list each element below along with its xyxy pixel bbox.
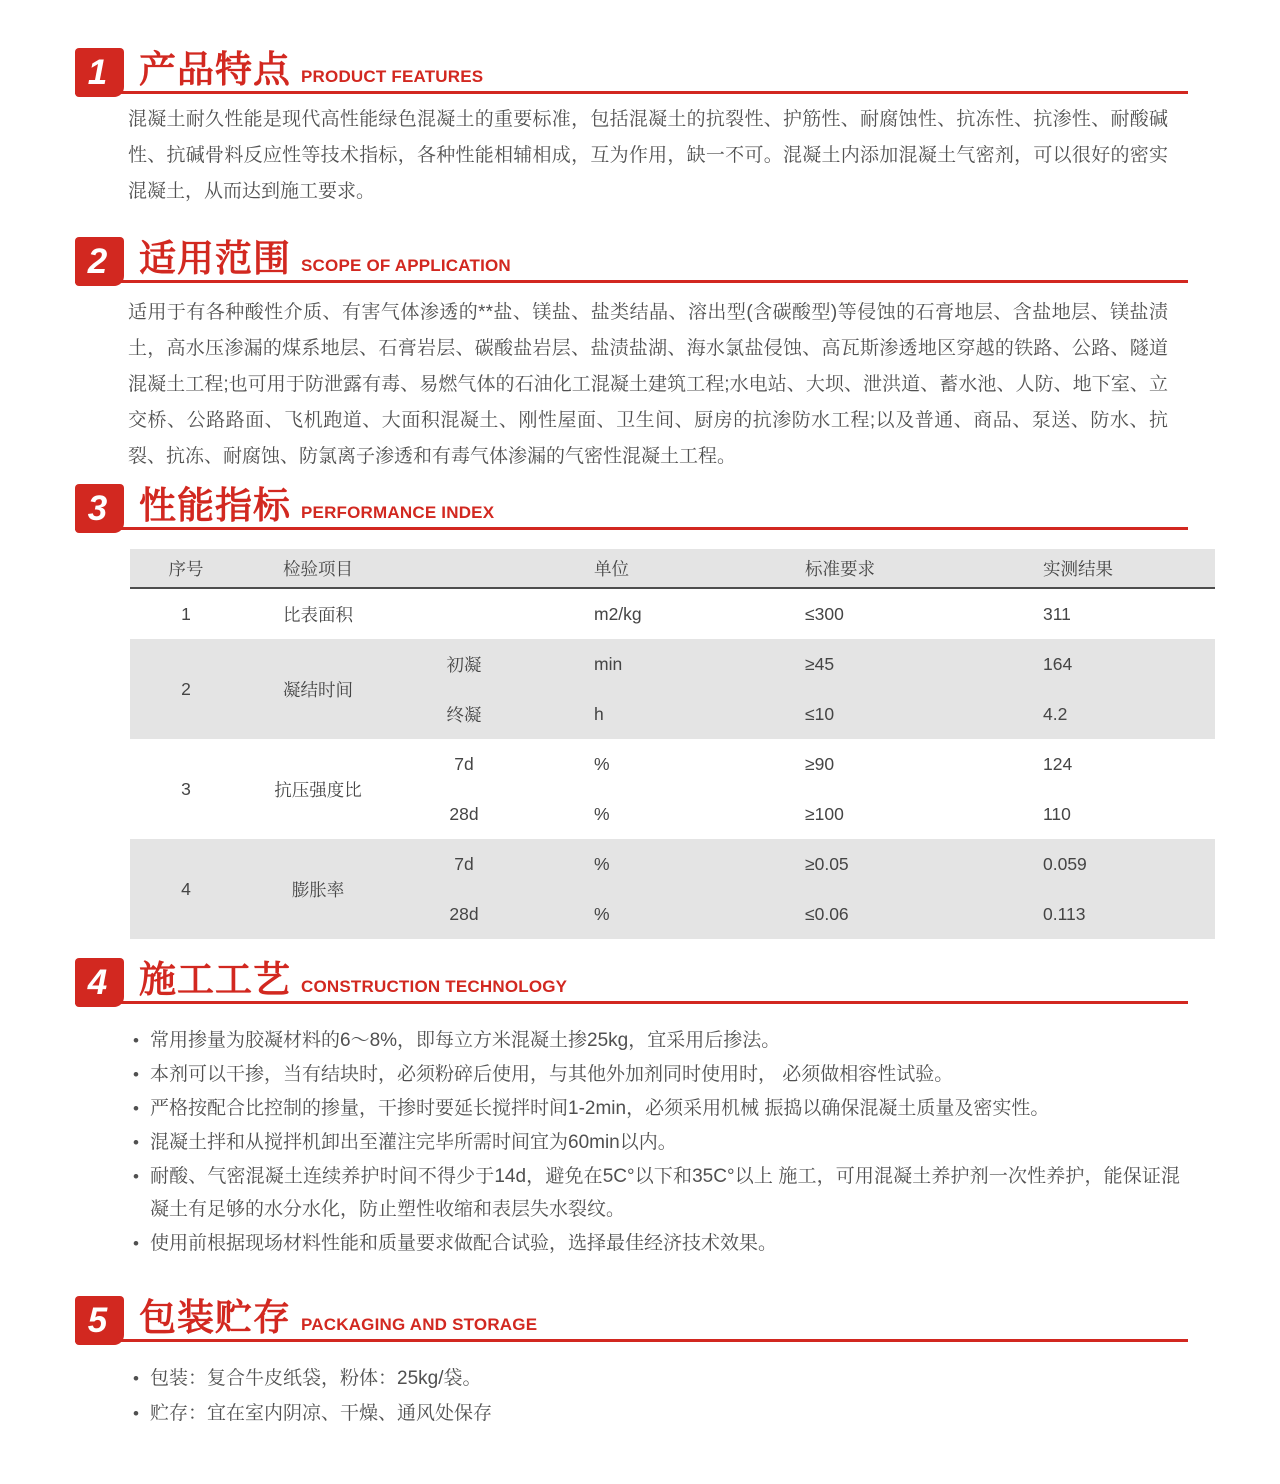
section-1-paragraph: 混凝土耐久性能是现代高性能绿色混凝土的重要标准，包括混凝土的抗裂性、护筋性、耐腐蚀性、抗冻性、抗渗性、耐酸碱性、抗碱骨料反应性等技术指标，各种性能相辅相成，互为作用，缺一不可。混凝土内添加混凝土气密剂，可以很好的密实混凝土，从而达到施工要求。 xyxy=(128,109,1168,202)
section-3-number-badge: 3 xyxy=(75,484,124,533)
section-2-title-zh: 适用范围 xyxy=(139,238,291,279)
table-header-sub xyxy=(394,549,534,587)
section-5-header xyxy=(75,1296,1188,1342)
section-5-title-en: PACKAGING AND STORAGE xyxy=(301,1315,538,1334)
section-4-title-en: CONSTRUCTION TECHNOLOGY xyxy=(301,977,568,996)
performance-table xyxy=(130,549,1215,939)
list-item: • 耐酸、气密混凝土连续养护时间不得少于14d，避免在5C°以下和35C°以上 施工，可用混凝土养护剂一次性养护，能保证混凝土有足够的水分水化，防止塑性收缩和表层失水裂纹。 xyxy=(132,1160,1180,1226)
section-5-number-badge: 5 xyxy=(75,1296,124,1345)
table-header-no: 序号 xyxy=(168,558,204,579)
row-no: 4 xyxy=(181,878,191,899)
list-item: • 混凝土拌和从搅拌机卸出至灌注完毕所需时间宜为60min以内。 xyxy=(132,1126,1180,1159)
section-2-title-en: SCOPE OF APPLICATION xyxy=(301,256,511,275)
row-item: 抗压强度比 xyxy=(274,779,362,800)
row-unit: % xyxy=(594,903,610,924)
row-item: 膨胀率 xyxy=(291,879,345,900)
section-3-title-zh: 性能指标 xyxy=(139,485,291,526)
row-unit: % xyxy=(594,753,610,774)
table-header-result: 实测结果 xyxy=(1043,558,1113,579)
row-sub: 28d xyxy=(449,803,479,824)
table-header-item: 检验项目 xyxy=(283,558,353,579)
list-item: • 严格按配合比控制的掺量，干掺时要延长搅拌时间1-2min，必须采用机械 振捣以确保混凝土质量及密实性。 xyxy=(132,1092,1180,1125)
section-1-title-en: PRODUCT FEATURES xyxy=(301,67,484,86)
list-item: • 本剂可以干掺，当有结块时，必须粉碎后使用，与其他外加剂同时使用时， 必须做相容性试验。 xyxy=(132,1058,1180,1091)
section-3-header xyxy=(75,484,1188,530)
table-header-std: 标准要求 xyxy=(805,558,875,579)
section-4-number-badge: 4 xyxy=(75,958,124,1007)
row-item: 凝结时间 xyxy=(283,679,353,700)
table-row xyxy=(130,839,1215,939)
row-result: 124 xyxy=(1043,753,1073,774)
row-std: ≤0.06 xyxy=(805,903,849,924)
section-2-number-badge: 2 xyxy=(75,237,124,286)
list-item: • 常用掺量为胶凝材料的6～8%，即每立方米混凝土掺25kg，宜采用后掺法。 xyxy=(132,1024,1180,1057)
row-result: 0.059 xyxy=(1043,853,1087,874)
list-item: • 贮存：宜在室内阴凉、干燥、通风处保存 xyxy=(132,1397,1180,1431)
section-5-title-zh: 包装贮存 xyxy=(139,1297,291,1338)
row-unit: % xyxy=(594,853,610,874)
table-header-unit: 单位 xyxy=(594,558,629,579)
section-3-title-en: PERFORMANCE INDEX xyxy=(301,503,495,522)
table-header-row xyxy=(130,549,1215,589)
section-product-features xyxy=(0,48,1280,210)
row-result: 4.2 xyxy=(1043,703,1068,724)
row-result: 110 xyxy=(1043,803,1071,824)
section-1-number-badge: 1 xyxy=(75,48,124,97)
row-sub: 初凝 xyxy=(446,654,482,675)
list-item: • 包装：复合牛皮纸袋，粉体：25kg/袋。 xyxy=(132,1362,1180,1396)
row-item: 比表面积 xyxy=(283,604,353,625)
row-std: ≥45 xyxy=(805,653,835,674)
packaging-bullet-list xyxy=(132,1362,1180,1431)
row-sub: 终凝 xyxy=(446,704,482,725)
section-4-header xyxy=(75,958,1188,1004)
table-row xyxy=(130,739,1215,839)
section-performance-index xyxy=(0,484,1280,939)
row-no: 2 xyxy=(181,678,191,699)
row-std: ≥0.05 xyxy=(805,853,849,874)
row-unit: h xyxy=(594,703,604,724)
table-row xyxy=(130,589,1215,639)
construction-bullet-list xyxy=(132,1024,1180,1260)
row-unit: min xyxy=(594,653,623,674)
section-packaging-storage xyxy=(0,1296,1280,1431)
row-unit: % xyxy=(594,803,610,824)
row-sub xyxy=(394,589,534,639)
row-std: ≤10 xyxy=(805,703,835,724)
section-4-title-zh: 施工工艺 xyxy=(139,959,291,1000)
section-scope-of-application xyxy=(0,237,1280,475)
row-sub: 7d xyxy=(454,853,474,874)
section-2-paragraph: 适用于有各种酸性介质、有害气体渗透的**盐、镁盐、盐类结晶、溶出型(含碳酸型)等侵蚀的石膏地层、含盐地层、镁盐渍土，高水压渗漏的煤系地层、石膏岩层、碳酸盐岩层、盐渍盐湖、海水氯盐侵蚀、高瓦斯渗透地区穿越的铁路、公路、隧道混凝土工程;也可用于防泄露有毒、易燃气体的石油化工混凝土建筑工程;水电站、大坝、泄洪道、蓄水池、人防、地下室、立交桥、公路路面、飞机跑道、大面积混凝土、刚性屋面、卫生间、厨房的抗渗防水工程;以及普通、商品、泵送、防水、抗裂、抗冻、耐腐蚀、防氯离子渗透和有毒气体渗漏的气密性混凝土工程。 xyxy=(128,302,1168,467)
row-result: 0.113 xyxy=(1043,903,1086,924)
row-no: 1 xyxy=(181,603,191,624)
section-2-header xyxy=(75,237,1188,283)
table-row xyxy=(130,639,1215,739)
row-std: ≥90 xyxy=(805,753,835,774)
section-1-header xyxy=(75,48,1188,94)
row-no: 3 xyxy=(181,778,191,799)
row-std: ≥100 xyxy=(805,803,844,824)
row-result: 164 xyxy=(1043,653,1073,674)
section-construction-technology xyxy=(0,958,1280,1260)
row-sub: 7d xyxy=(454,753,474,774)
row-result: 311 xyxy=(1043,603,1071,624)
row-unit: m2/kg xyxy=(594,603,642,624)
section-1-title-zh: 产品特点 xyxy=(139,49,291,90)
row-sub: 28d xyxy=(449,903,479,924)
list-item: • 使用前根据现场材料性能和质量要求做配合试验，选择最佳经济技术效果。 xyxy=(132,1227,1180,1260)
row-std: ≤300 xyxy=(805,603,844,624)
